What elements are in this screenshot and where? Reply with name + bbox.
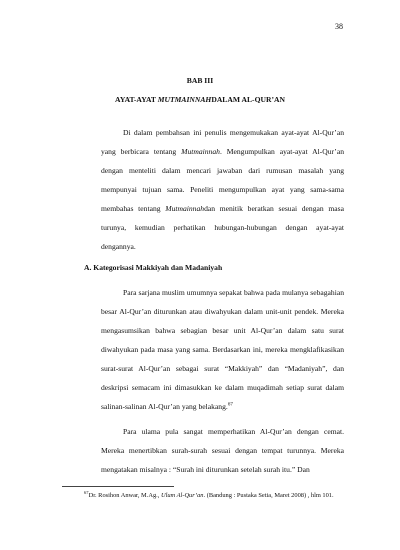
chapter-title-emphasis: MUTMAINNAH — [157, 95, 212, 104]
intro-paragraph — [101, 123, 344, 256]
section-paragraph-1-text: Para sarjana muslim umumnya sepakat bahwa pada mulanya sebagahian besar Al-Qur’an diturunkan atau diwahyukan dalam unit-unit pendek. Mereka mengasumsikan bahwa sebagian besar unit Al-Qur’an dalam satu surat diwahyukan pada masa yang sama. Berdasarkan ini, mereka mengklafikasikan surat-surat Al-Qur’an sebagai surat “Makkiyah” dan “Madaniyah”, dan deskripsi semacam ini dimasukkan ke dalam muqadimah setiap surat dalam salinan-salinan Al-Qur’an yang belakang. — [101, 288, 344, 411]
section-heading: A. Kategorisasi Makkiyah dan Madaniyah — [84, 263, 223, 272]
intro-emphasis-1: Mutmainnah — [181, 147, 220, 156]
section-paragraph-2 — [101, 422, 344, 479]
section-paragraph-2-text: Para ulama pula sangat memperhatikan Al-Qur’an dengan cemat. Mereka menertibkan surah-surah sesuai dengan tempat turunnya. Mereka mengatakan misalnya : “Surah ini diturunkan setelah surah itu.” Dan — [101, 427, 344, 474]
chapter-title-pre: AYAT-AYAT — [115, 95, 158, 104]
footnote-text-2: . (Bandung : Pustaka Setia, Maret 2008) , hlm 101. — [203, 492, 334, 499]
footnote-reference[interactable]: 67 — [227, 402, 233, 408]
footnote-mark: 67 — [84, 489, 89, 495]
chapter-title-post: DALAM AL-QUR’AN — [211, 95, 285, 104]
intro-text-3: dan menitik beratkan sesuai dengan masa turunya, kemudian perhatikan hubungan-hubungan dengan ayat-ayat dengannya. — [101, 204, 345, 251]
chapter-label: BAB III — [186, 76, 214, 85]
footnote-text-1: Dr. Rosihon Anwar, M.Ag., — [88, 492, 161, 499]
page-number: 38 — [335, 22, 343, 31]
section-paragraph-1 — [101, 283, 344, 416]
intro-emphasis-2: Mutmainnah — [165, 204, 205, 213]
intro-text-2: . Mengumpulkan ayat-ayat Al-Qur’an dengan menteliti dalam mencari jawaban dari rumusan masalah yang mempunyai tujuan sama. Peneliti mengumpulkan ayat yang sama-sama membahas tentang — [101, 147, 344, 213]
footnote-separator — [62, 486, 174, 487]
footnote-title: Ulum Al-Qur’an — [160, 492, 204, 499]
chapter-title — [0, 95, 400, 104]
intro-text-1: Di dalam pembahsan ini penulis mengemukakan ayat-ayat Al-Qur’an yang berbicara tentang — [101, 128, 344, 156]
footnote — [62, 490, 346, 502]
